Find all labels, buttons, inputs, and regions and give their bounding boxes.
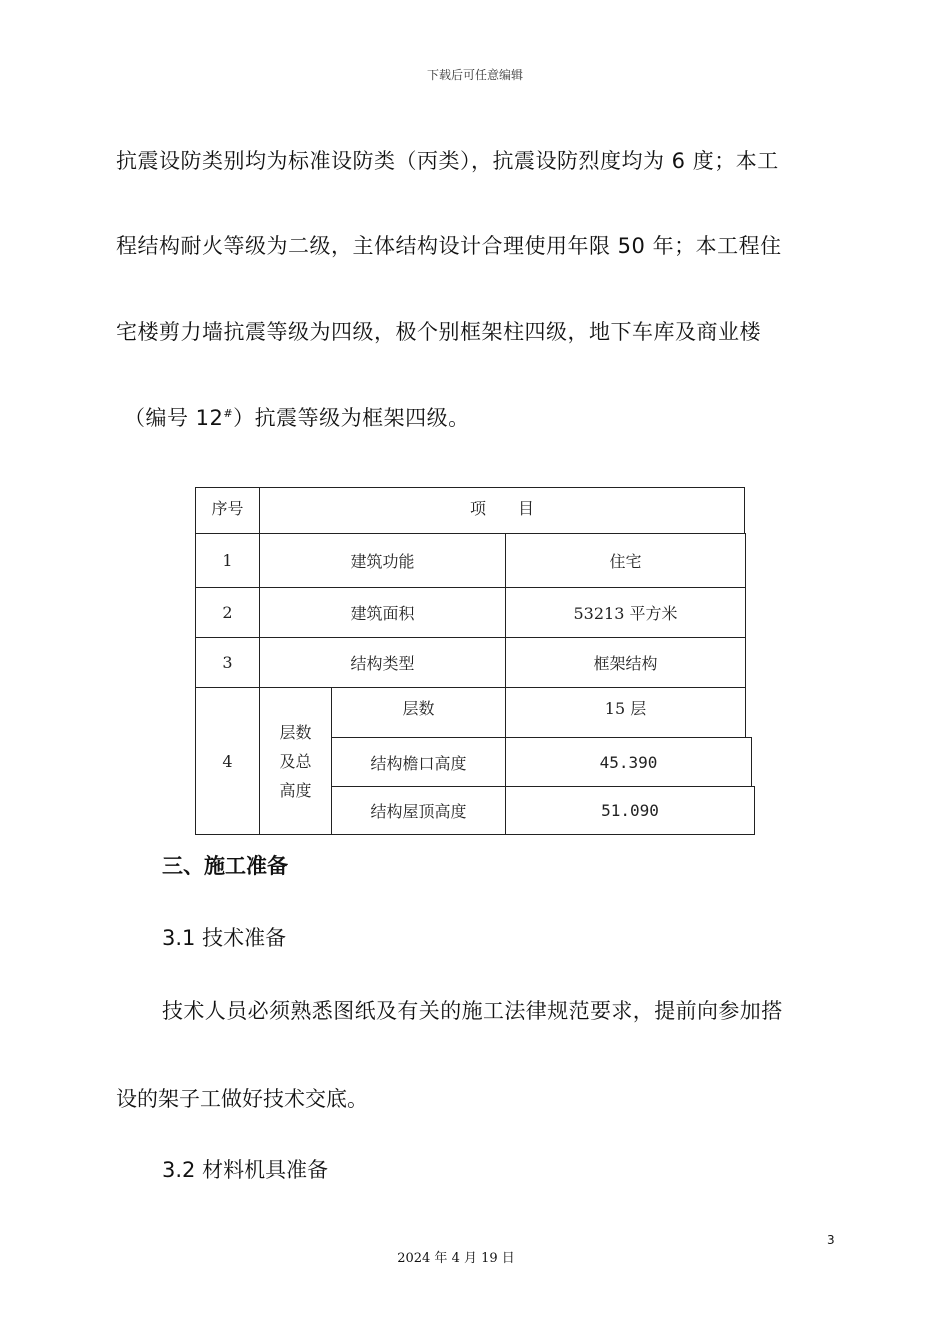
table-row-4-group: 层数及总高度: [259, 687, 332, 835]
table-row-4c-item: 结构屋顶高度: [331, 786, 506, 835]
table-row-2-seq: 2: [195, 587, 260, 638]
subsection-technical-prep: 3.1 技术准备: [162, 926, 287, 950]
paragraph-line-1: 抗震设防类别均为标准设防类（丙类），抗震设防烈度均为 6 度；本工: [116, 149, 779, 173]
body-line-1: 技术人员必须熟悉图纸及有关的施工法律规范要求，提前向参加搭: [162, 999, 783, 1023]
table-row-4c-value: 51.090: [505, 786, 755, 835]
table-row-2-item: 建筑面积: [259, 587, 506, 638]
page-number: 3: [827, 1233, 835, 1247]
paragraph-line-2: 程结构耐火等级为二级，主体结构设计合理使用年限 50 年；本工程住: [116, 234, 782, 258]
paragraph-line-3: 宅楼剪力墙抗震等级为四级，极个别框架柱四级，地下车库及商业楼: [116, 320, 761, 344]
section-heading: 三、施工准备: [162, 854, 288, 878]
table-row-1-seq: 1: [195, 533, 260, 588]
subsection-material-prep: 3.2 材料机具准备: [162, 1158, 329, 1182]
table-row-1-item: 建筑功能: [259, 533, 506, 588]
table-row-3-value: 框架结构: [505, 637, 746, 688]
page-header: 下载后可任意编辑: [426, 68, 523, 82]
body-line-2: 设的架子工做好技术交底。: [116, 1087, 368, 1111]
table-header-item: 项 目: [259, 487, 745, 534]
paragraph-line-4-start: （编号 12: [124, 406, 224, 430]
table-row-4b-item: 结构檐口高度: [331, 737, 506, 787]
superscript-mark: #: [223, 407, 234, 420]
table-row-2-value: 53213 平方米: [505, 587, 746, 638]
paragraph-line-4-end: ）抗震等级为框架四级。: [233, 406, 470, 430]
table-row-3-item: 结构类型: [259, 637, 506, 688]
table-row-3-seq: 3: [195, 637, 260, 688]
paragraph-line-4: [124, 402, 470, 432]
table-row-4a-value: 15 层: [505, 687, 746, 738]
footer-date: 2024 年 4 月 19 日: [397, 1251, 515, 1266]
table-row-4a-item: 层数: [331, 687, 506, 738]
table-row-4b-value: 45.390: [505, 737, 752, 787]
table-row-4-seq: 4: [195, 687, 260, 835]
table-header-seq: 序号: [195, 487, 260, 534]
table-row-1-value: 住宅: [505, 533, 746, 588]
